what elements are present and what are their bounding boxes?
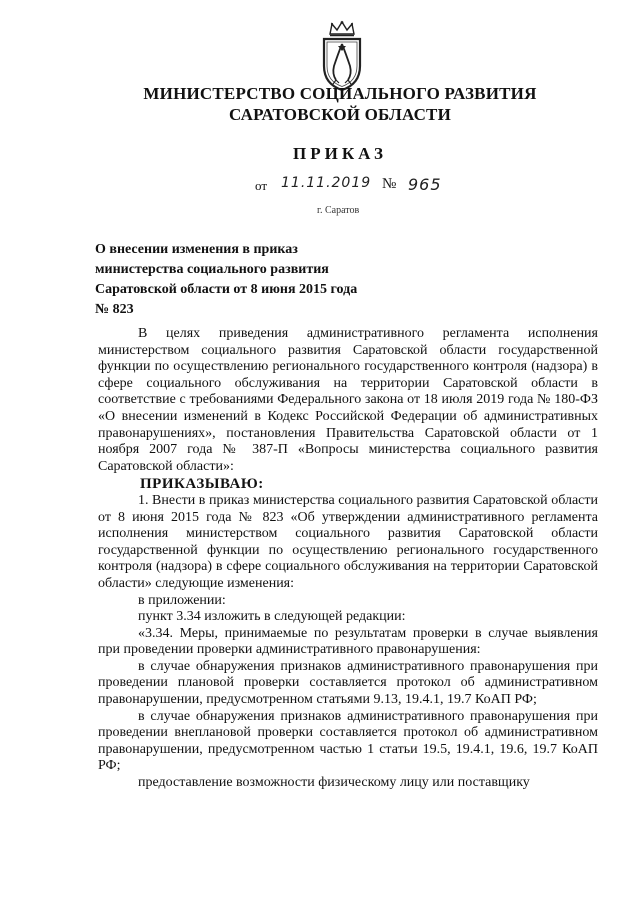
- subject-line: министерства социального развития: [95, 262, 329, 277]
- date-value: 11.11.2019: [281, 175, 372, 191]
- number-label: №: [382, 176, 397, 192]
- date-label: от: [255, 178, 268, 193]
- ministry-name-line1: МИНИСТЕРСТВО СОЦИАЛЬНОГО РАЗВИТИЯ: [143, 84, 537, 103]
- planned-inspection-paragraph: в случае обнаружения признаков административного правонарушения при проведении плановой проверки составляется протокол об административном правонарушении, предусмотренном статьями 9.13, 19.4.1, 19.7 КоАП РФ;: [98, 658, 598, 708]
- order-word: ПРИКАЗЫВАЮ:: [140, 476, 264, 493]
- last-paragraph: предоставление возможности физическому лицу или поставщику: [138, 775, 530, 791]
- clause-334-paragraph: «3.34. Меры, принимаемые по результатам проверки в случае выявления при проведении проверки административного правонарушения:: [98, 625, 598, 658]
- ministry-name-line2: САРАТОВСКОЙ ОБЛАСТИ: [228, 105, 452, 124]
- item-1-paragraph: 1. Внести в приказ министерства социального развития Саратовской области от 8 июня 2015 года № 823 «Об утверждении административного регламента исполнения министерством социального развития Саратовской области государственной функции по осуществлению регионального государственного контроля (надзора) в сфере социального обслуживания на территории Саратовской области» следующие изменения:: [98, 492, 598, 591]
- subject-line: О внесении изменения в приказ: [95, 242, 298, 257]
- date-number-row: [255, 175, 555, 197]
- subject-line: Саратовской области от 8 июня 2015 года: [95, 282, 358, 297]
- subject-block: [95, 240, 415, 320]
- coat-of-arms-icon: [318, 20, 366, 92]
- subject-line: № 823: [95, 302, 134, 317]
- preamble-paragraph: В целях приведения административного регламента исполнения министерством социального развития Саратовской области государственной функции по осуществлению регионального государственного контроля (надзора) в сфере социального обслуживания на территории Саратовской области в соответствие с требованиями Федерального закона от 18 июля 2019 года № 180-ФЗ «О внесении изменений в Кодекс Российской Федерации об административных правонарушениях», постановления Правительства Саратовской области от 1 ноября 2007 года № 387-П «Вопросы министерства социального развития Саратовской области»:: [98, 326, 598, 474]
- document-type-title: ПРИКАЗ: [293, 144, 387, 163]
- clause-paragraph: пункт 3.34 изложить в следующей редакции:: [138, 609, 406, 625]
- number-value: 965: [408, 175, 442, 194]
- unplanned-inspection-paragraph: в случае обнаружения признаков административного правонарушения при проведении внеплановой проверки составляется протокол об административном правонарушении, предусмотренном частью 1 статьи 19.5, 19.4.1, 19.6, 19.7 КоАП РФ;: [98, 708, 598, 774]
- document-body: [98, 326, 598, 792]
- in-annex-paragraph: в приложении:: [138, 592, 226, 608]
- city-label: г. Саратов: [317, 205, 360, 216]
